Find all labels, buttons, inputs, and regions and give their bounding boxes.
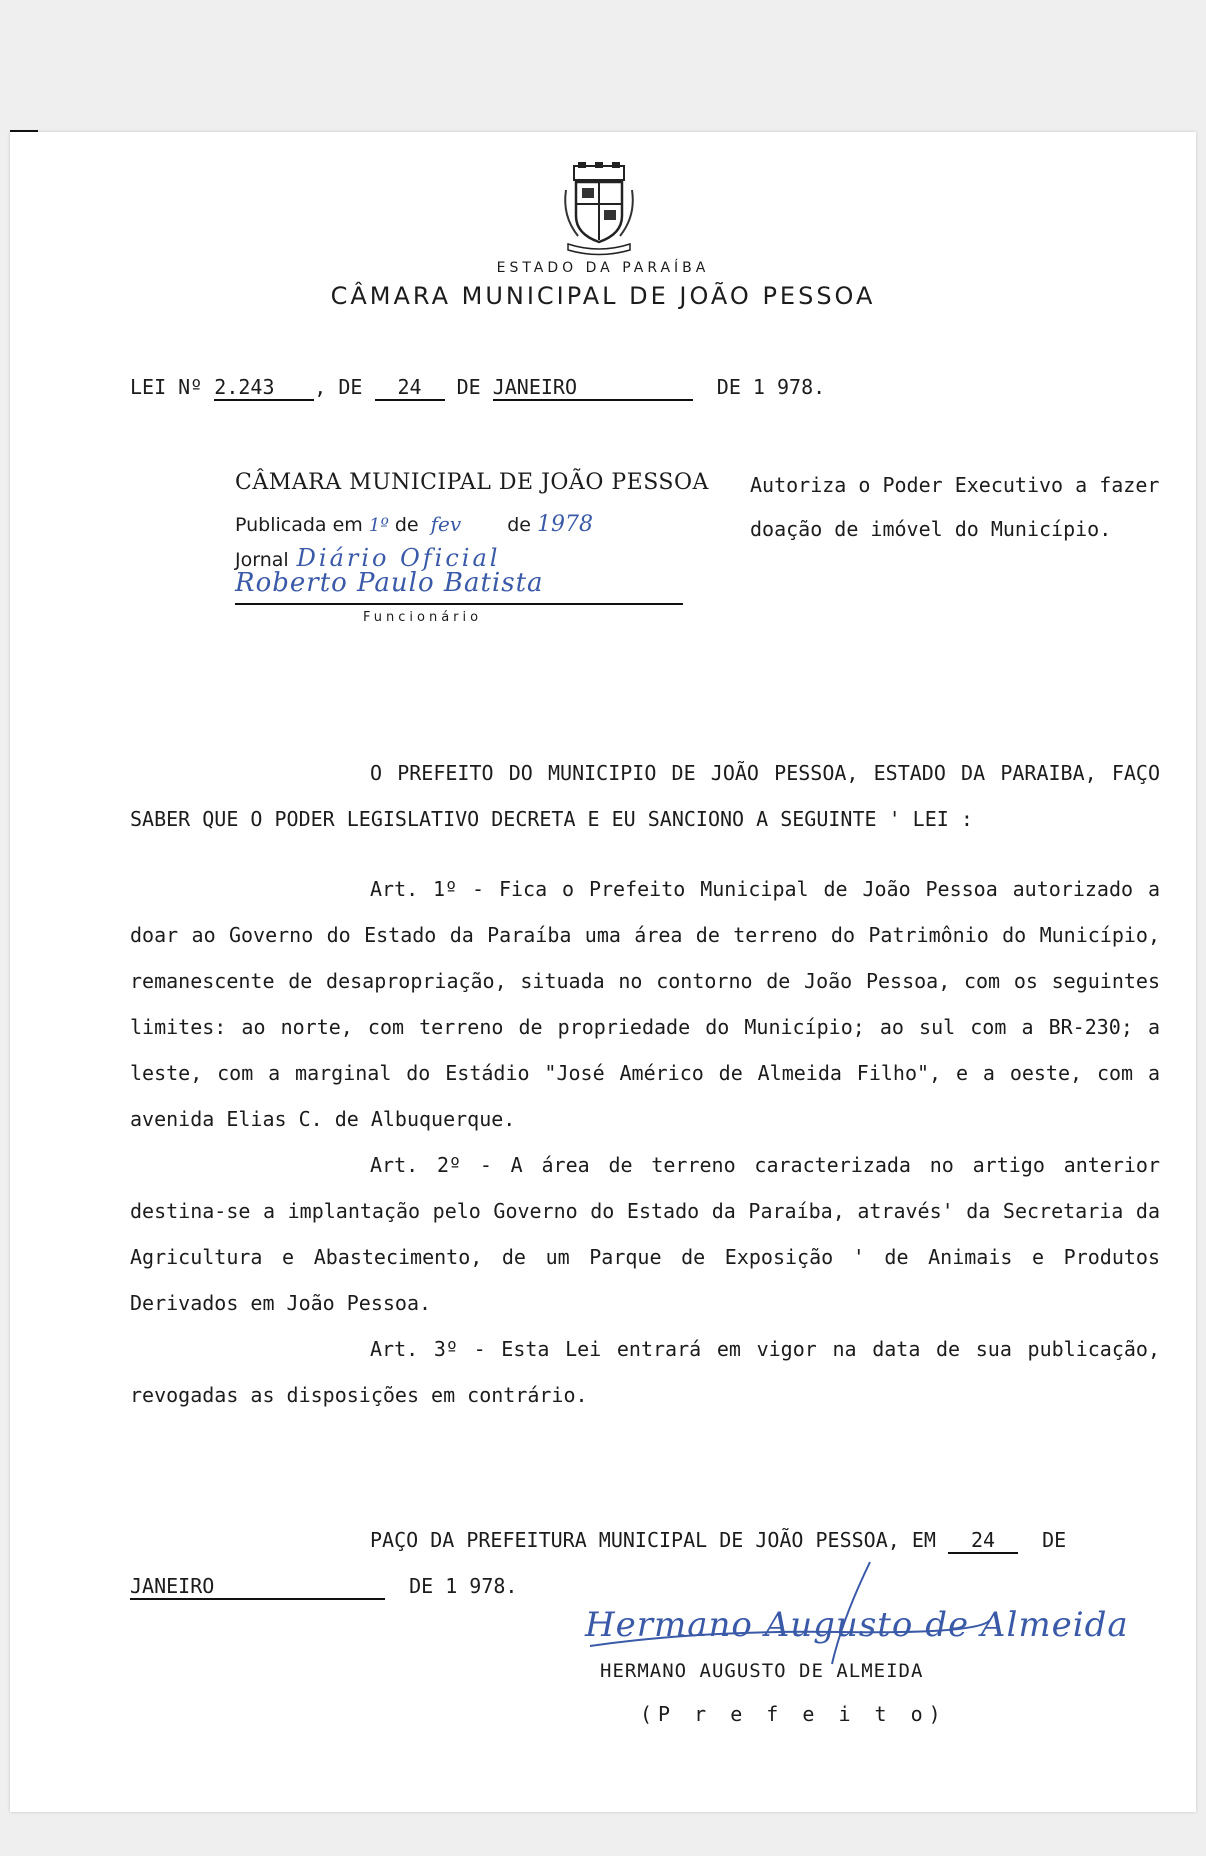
article-1: Art. 1º - Fica o Prefeito Municipal de João Pessoa autorizado a doar ao Governo do Estado da Paraíba uma área de terreno do Patrimônio do Município, remanescente de desapropriação, situada no contorno de João Pessoa, com os seguintes limites: ao norte, com terreno de propriedade do Município; ao sul com a BR-230; a leste, com a marginal do Estádio "José Américo de Almeida Filho", e a oeste, com a avenida Elias C. de Albuquerque. <box>130 877 1160 1131</box>
mayor-role: (P r e f e i t o) <box>640 1702 947 1726</box>
law-month: JANEIRO <box>493 375 693 401</box>
mayor-signature: Hermano Augusto de Almeida <box>585 1605 1129 1645</box>
state-name: ESTADO DA PARAÍBA <box>496 260 710 276</box>
closing-month: JANEIRO <box>130 1574 385 1600</box>
scan-corner-mark <box>10 130 38 132</box>
law-body <box>130 750 1160 1418</box>
stamp-role: Funcionário <box>363 610 483 625</box>
law-day: 24 <box>375 375 445 401</box>
published-of-label-2: de <box>507 514 531 536</box>
law-year: DE 1 978. <box>716 375 826 399</box>
municipal-coat-of-arms-icon <box>560 160 638 256</box>
article-2: Art. 2º - A área de terreno caracterizada no artigo anterior destina-se a implantação pelo Governo do Estado da Paraíba, através' da Secretaria da Agricultura e Abastecimento, de um Parque de Exposição ' de Animais e Produtos Derivados em João Pessoa. <box>130 1153 1160 1315</box>
law-of1: , DE <box>314 375 363 399</box>
law-summary: Autoriza o Poder Executivo a fazer doação de imóvel do Município. <box>750 473 1160 541</box>
article-3: Art. 3º - Esta Lei entrará em vigor na data de sua publicação, revogadas as disposições em contrário. <box>130 1337 1160 1407</box>
mayor-name: HERMANO AUGUSTO DE ALMEIDA <box>600 1660 924 1682</box>
closing-year: DE 1 978. <box>409 1574 518 1598</box>
intro-paragraph: O PREFEITO DO MUNICIPIO DE JOÃO PESSOA, ESTADO DA PARAIBA, FAÇO SABER QUE O PODER LEGISLATIVO DECRETA E EU SANCIONO A SEGUINTE ' LEI : <box>130 761 1160 831</box>
mayor-signature-flourish <box>580 1560 1000 1670</box>
official-signature: Roberto Paulo Batista <box>235 568 544 598</box>
stamp-title: CÂMARA MUNICIPAL DE JOÃO PESSOA <box>235 470 709 495</box>
signature-line <box>235 603 683 605</box>
closing-text: PAÇO DA PREFEITURA MUNICIPAL DE JOÃO PESSOA, EM <box>370 1528 936 1552</box>
closing-line <box>370 1528 1160 1554</box>
journal-label: Jornal <box>235 549 289 571</box>
chamber-title: CÂMARA MUNICIPAL DE JOÃO PESSOA <box>330 282 876 310</box>
published-label: Publicada em <box>235 514 363 536</box>
publication-stamp <box>235 470 715 635</box>
law-of2: DE <box>456 375 481 399</box>
law-number: 2.243 <box>214 375 314 401</box>
journal-name: Diário Oficial <box>296 544 501 572</box>
law-heading <box>130 375 825 401</box>
closing-date <box>130 1574 517 1600</box>
law-prefix: LEI Nº <box>130 375 203 399</box>
closing-of: DE <box>1042 1528 1067 1552</box>
stamp-published <box>235 512 593 537</box>
closing-day: 24 <box>948 1528 1018 1554</box>
published-month: fev <box>430 512 462 536</box>
published-of-label: de <box>394 514 419 536</box>
published-day: 1º <box>368 515 389 536</box>
published-year: 1978 <box>537 512 594 537</box>
